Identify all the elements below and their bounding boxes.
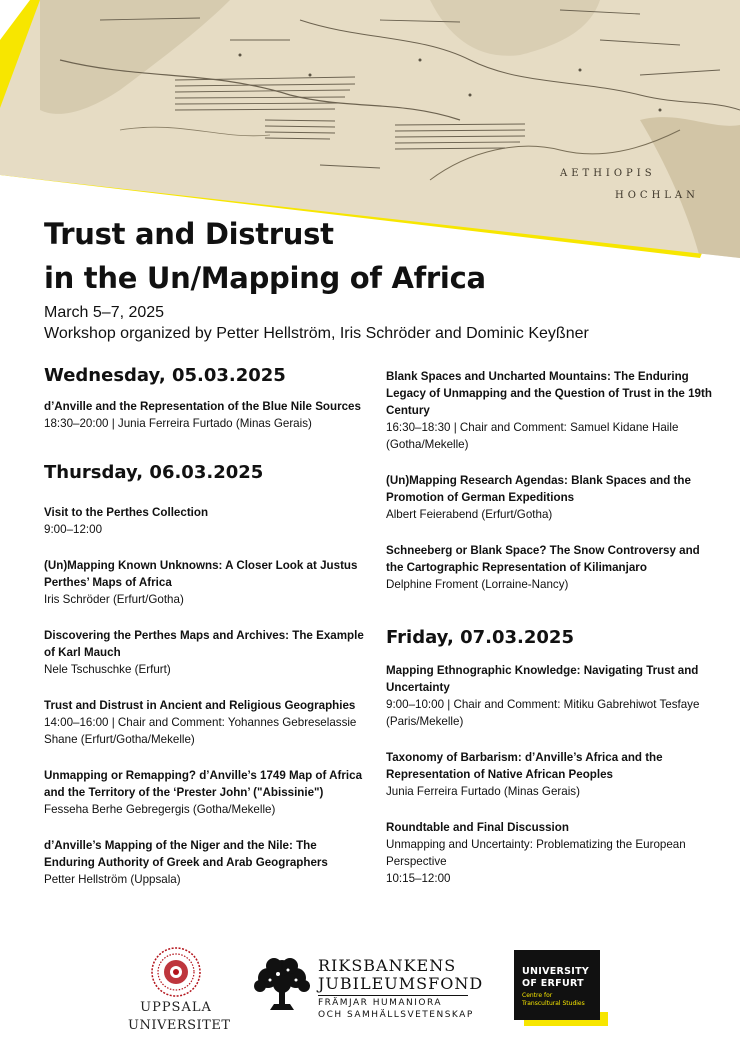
event-title: Visit to the Perthes Collection <box>44 506 209 519</box>
event-item <box>44 504 369 538</box>
erfurt-name-line2: OF ERFURT <box>522 978 584 989</box>
title-line-1: Trust and Distrust <box>44 217 334 251</box>
erfurt-sub-line2: Transcultural Studies <box>522 1000 585 1007</box>
riksbanken-sub-line1: FRÄMJAR HUMANIORA <box>318 998 443 1008</box>
event-item <box>44 557 369 608</box>
event-detail: Nele Tschuschke (Erfurt) <box>44 663 171 676</box>
event-item <box>386 472 716 523</box>
event-title: Taxonomy of Barbarism: d’Anville’s Africa and the Representation of Native African Peoples <box>386 751 663 781</box>
erfurt-logo <box>514 950 608 1028</box>
riksbanken-divider <box>318 995 468 996</box>
event-detail: 18:30–20:00 | Junia Ferreira Furtado (Minas Gerais) <box>44 417 312 430</box>
event-title: d’Anville and the Representation of the Blue Nile Sources <box>44 400 361 413</box>
day-heading-wednesday: Wednesday, 05.03.2025 <box>44 365 286 386</box>
event-item <box>386 368 716 453</box>
event-detail: 16:30–18:30 | Chair and Comment: Samuel Kidane Haile (Gotha/Mekelle) <box>386 421 679 451</box>
riksbanken-name-line2: JUBILEUMSFOND <box>318 974 484 993</box>
tree-icon <box>250 954 314 1016</box>
event-item <box>44 398 369 432</box>
event-detail: Junia Ferreira Furtado (Minas Gerais) <box>386 785 580 798</box>
event-title: Blank Spaces and Uncharted Mountains: The Enduring Legacy of Unmapping and the Question of Trust in the 19th Century <box>386 370 712 417</box>
uppsala-name-line1: UPPSALA <box>140 1000 212 1015</box>
event-item <box>44 767 369 818</box>
event-item <box>386 819 716 887</box>
riksbanken-sub-line2: OCH SAMHÄLLSVETENSKAP <box>318 1010 474 1020</box>
erfurt-name-line1: UNIVERSITY <box>522 966 590 977</box>
riksbanken-name-line1: RIKSBANKENS <box>318 956 457 975</box>
day-heading-thursday: Thursday, 06.03.2025 <box>44 462 264 483</box>
event-detail: 10:15–12:00 <box>386 872 451 885</box>
organizers: Workshop organized by Petter Hellström, Iris Schröder and Dominic Keyßner <box>44 325 589 342</box>
erfurt-sub-line1: Centre for <box>522 992 553 999</box>
schedule-left-column <box>44 364 369 888</box>
event-detail: 14:00–16:00 | Chair and Comment: Yohannes Gebreselassie Shane (Erfurt/Gotha/Mekelle) <box>44 716 357 746</box>
event-item <box>386 542 716 593</box>
event-title: Unmapping or Remapping? d’Anville’s 1749 Map of Africa and the Territory of the ‘Prester John’ ("Abissinie") <box>44 769 363 799</box>
schedule-right-column <box>386 368 716 887</box>
event-detail: Albert Feierabend (Erfurt/Gotha) <box>386 508 553 521</box>
event-title: Roundtable and Final Discussion <box>386 821 569 834</box>
event-detail: Unmapping and Uncertainty: Problematizing the European Perspective <box>386 838 686 868</box>
event-detail: Fesseha Berhe Gebregergis (Gotha/Mekelle) <box>44 803 276 816</box>
event-title: Discovering the Perthes Maps and Archives: The Example of Karl Mauch <box>44 629 364 659</box>
event-title: (Un)Mapping Research Agendas: Blank Spaces and the Promotion of German Expeditions <box>386 474 691 504</box>
map-label-hochlan: HOCHLAN <box>615 190 699 201</box>
title-line-2: in the Un/Mapping of Africa <box>44 261 486 295</box>
event-detail: 9:00–10:00 | Chair and Comment: Mitiku Gabrehiwot Tesfaye (Paris/Mekelle) <box>386 698 700 728</box>
title-block <box>44 212 704 344</box>
day-heading-friday: Friday, 07.03.2025 <box>386 627 574 648</box>
event-title: (Un)Mapping Known Unknowns: A Closer Look at Justus Perthes’ Maps of Africa <box>44 559 358 589</box>
event-title: Schneeberg or Blank Space? The Snow Controversy and the Cartographic Representation of Kilimanjaro <box>386 544 700 574</box>
uppsala-seal-icon <box>150 946 202 998</box>
event-title: Trust and Distrust in Ancient and Religious Geographies <box>44 699 356 712</box>
event-item <box>44 627 369 678</box>
event-dates: March 5–7, 2025 <box>44 304 165 321</box>
event-detail: Iris Schröder (Erfurt/Gotha) <box>44 593 184 606</box>
sponsor-logos <box>0 940 740 1040</box>
event-detail: Delphine Froment (Lorraine-Nancy) <box>386 578 569 591</box>
event-item <box>386 749 716 800</box>
event-detail: 9:00–12:00 <box>44 523 103 536</box>
event-detail: Petter Hellström (Uppsala) <box>44 873 181 886</box>
event-item <box>44 697 369 748</box>
riksbanken-logo <box>250 954 484 1034</box>
event-title: Mapping Ethnographic Knowledge: Navigating Trust and Uncertainty <box>386 664 699 694</box>
map-label-aethiopis: AETHIOPIS <box>560 168 656 179</box>
uppsala-name-line2: UNIVERSITET <box>128 1018 231 1033</box>
event-item <box>44 837 369 888</box>
uppsala-logo <box>128 946 231 1038</box>
event-title: d’Anville’s Mapping of the Niger and the Nile: The Enduring Authority of Greek and Arab Geographers <box>44 839 328 869</box>
event-item <box>386 662 716 730</box>
